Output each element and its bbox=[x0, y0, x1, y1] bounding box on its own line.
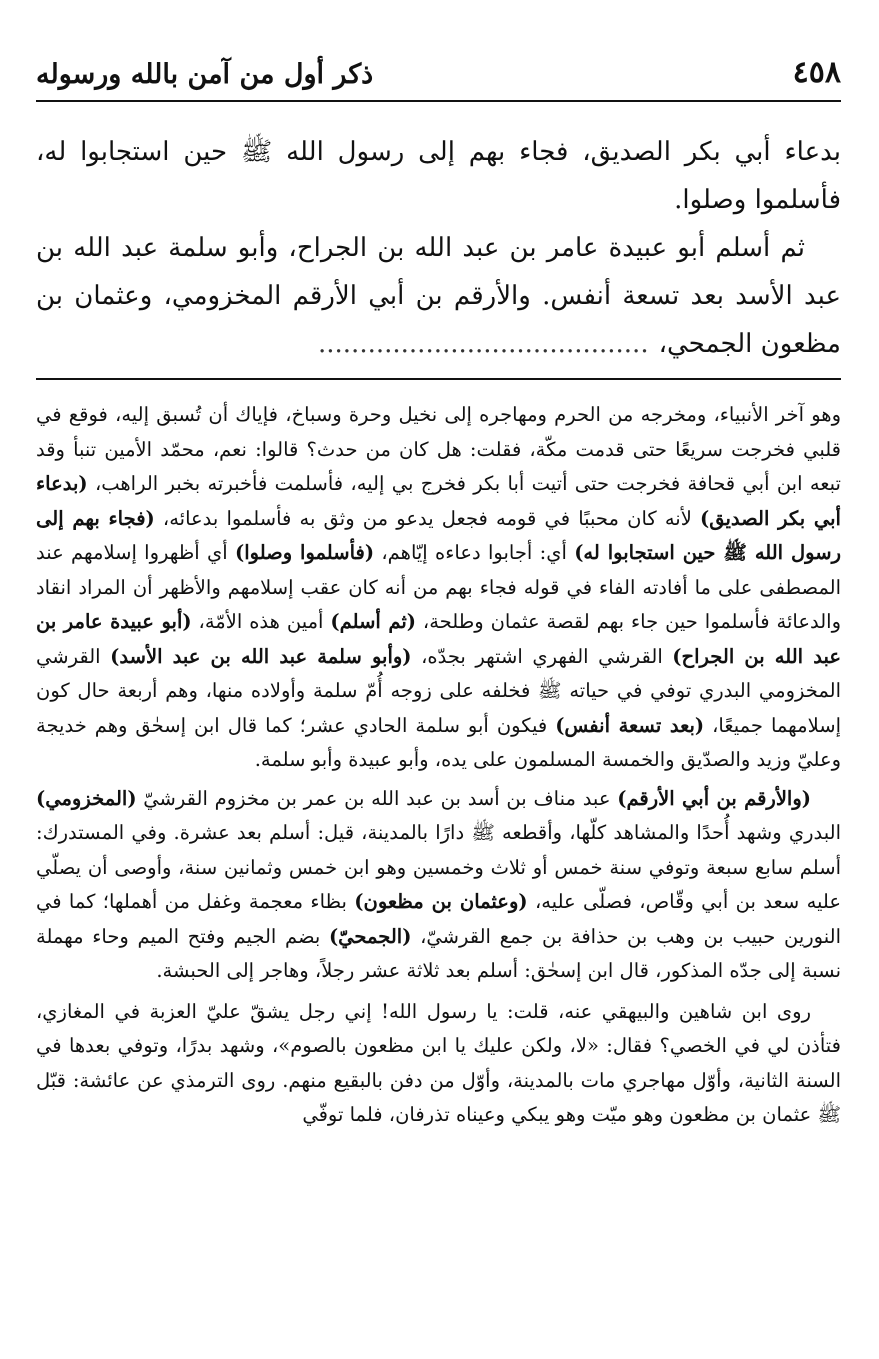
main-text-paragraph-1: بدعاء أبي بكر الصديق، فجاء بهم إلى رسول الله ﷺ حين استجابوا له، فأسلموا وصلوا. bbox=[36, 137, 841, 215]
commentary-text: القرشي المخزومي البدري توفي في حياته ﷺ فخلفه على زوجه أُمّ سلمة وأولاده منها، وهم أربعة حال كون إسلامهما جميعًا، bbox=[36, 644, 841, 737]
main-text-paragraph-2-body: ثم أسلم أبو عبيدة عامر بن عبد الله بن الجراح، وأبو سلمة عبد الله بن عبد الأسد بعد تسعة أنفس. والأرقم بن أبي الأرقم المخزومي، وعثمان بن مظعون الجمحي، bbox=[36, 233, 841, 359]
commentary-text: أي: أجابوا دعاءه إيّاهم، bbox=[374, 541, 575, 564]
main-text-paragraph-2 bbox=[36, 224, 841, 368]
quoted-matn-phrase: (وعثمان بن مظعون) bbox=[354, 890, 528, 913]
commentary-text: أي أظهروا إسلامهم عند المصطفى على ما أفادته الفاء في قوله فجاء بهم من أنه كان عقب إسلامهم والأظهر أن المراد انقاد والدعائة فأسلموا حين جاء بهم لقصة عثمان وطلحة، bbox=[36, 541, 842, 633]
running-title: ذكر أول من آمن بالله ورسوله bbox=[36, 59, 374, 90]
commentary-text: لأنه كان محببًا في قومه فجعل يدعو من وثق به فأسلموا بدعائه، bbox=[154, 506, 700, 530]
commentary-text: فيكون أبو سلمة الحادي عشر؛ كما قال ابن إسحٰق وهم خديجة وعليّ وزيد والصدّيق والخمسة المسلمون على يده، وأبو عبيدة وأبو سلمة. bbox=[36, 713, 841, 771]
commentary-text: بظاء معجمة وغفل من أهملها؛ كما في النورين حبيب بن وهب بن حذافة بن جمع القرشيّ، bbox=[36, 890, 842, 948]
quoted-matn-phrase: (أبو عبيدة عامر بن عبد الله بن الجراح) bbox=[36, 610, 841, 668]
quoted-matn-phrase: (بعد تسعة أنفس) bbox=[555, 713, 705, 737]
footnote-divider bbox=[36, 378, 841, 380]
quoted-matn-phrase: (والأرقم بن أبي الأرقم) bbox=[617, 786, 811, 810]
continuation-dots: ........................................ bbox=[318, 329, 649, 359]
commentary-text: أمين هذه الأمّة، bbox=[191, 610, 331, 633]
quoted-matn-phrase: (ثم أسلم) bbox=[330, 610, 416, 633]
quoted-matn-phrase: (وأبو سلمة عبد الله بن عبد الأسد) bbox=[110, 644, 412, 668]
commentary-text: بضم الجيم وفتح الميم وحاء مهملة نسبة إلى جدّه المذكور، قال ابن إسحٰق: أسلم بعد ثلاثة عشر رجلاً، وهاجر إلى الحبشة. bbox=[36, 924, 841, 982]
quoted-matn-phrase: (الجمحيّ) bbox=[328, 924, 412, 948]
page-number: ٤٥٨ bbox=[792, 55, 841, 90]
quoted-matn-phrase: (فأسلموا وصلوا) bbox=[234, 541, 375, 564]
quoted-matn-phrase: (فجاء بهم إلى رسول الله ﷺ حين استجابوا له) bbox=[36, 506, 841, 564]
page-header bbox=[36, 0, 841, 102]
commentary-text: وهو آخر الأنبياء، ومخرجه من الحرم ومهاجره إلى نخيل وحرة وسباخ، فإياك أن تُسبق إليه، فوقع في قلبي فخرجت سريعًا حتى قدمت مكّة، فقلت: هل كان من حدث؟ قالوا: نعم، محمّد الأمين تنبأ وقد تبعه ابن أبي قحافة فخرجت حتى أتيت أبا بكر فخرج بي إليه، فأسلمت فأخبرته بخبر الراهب، bbox=[36, 403, 841, 495]
commentary-paragraph-3: روى ابن شاهين والبيهقي عنه، قلت: يا رسول الله! إني رجل يشقّ عليّ العزبة في المغازي، فتأذن لي في الخصي؟ فقال: «لا، ولكن عليك يا ابن مظعون بالصوم»، وشهد بدرًا، وتوفي بعدها في السنة الثانية، وأوّل مهاجري مات بالمدينة، وأوّل من دفن بالبقيع منهم. روى الترمذي عن عائشة: قبّل ﷺ عثمان بن مظعون وهو ميّت وهو يبكي وعيناه تذرفان، فلما توفّي bbox=[36, 999, 841, 1126]
commentary bbox=[36, 398, 841, 1133]
commentary-text: البدري وشهد أُحدًا والمشاهد كلّها، وأقطعه ﷺ دارًا بالمدينة، قيل: أسلم بعد عشرة. وفي المستدرك: أسلم سابع سبعة وتوفي سنة خمس أو ثلاث وخمسين وهو ابن خمس وثمانين سنة، وأوصى أن يصلّي عليه سعد بن أبي وقّاص، فصلّى عليه، bbox=[36, 821, 841, 913]
quoted-matn-phrase: (بدعاء أبي بكر الصديق) bbox=[36, 472, 841, 530]
commentary-paragraph-1 bbox=[36, 398, 841, 778]
main-text bbox=[36, 128, 841, 368]
commentary-text: عبد مناف بن أسد بن عبد الله بن عمر بن مخزوم القرشيّ bbox=[136, 786, 618, 810]
commentary-paragraph-2 bbox=[36, 782, 841, 989]
commentary-text: القرشي الفهري اشتهر بجدّه، bbox=[411, 644, 673, 668]
quoted-matn-phrase: (المخزومي) bbox=[36, 786, 137, 810]
